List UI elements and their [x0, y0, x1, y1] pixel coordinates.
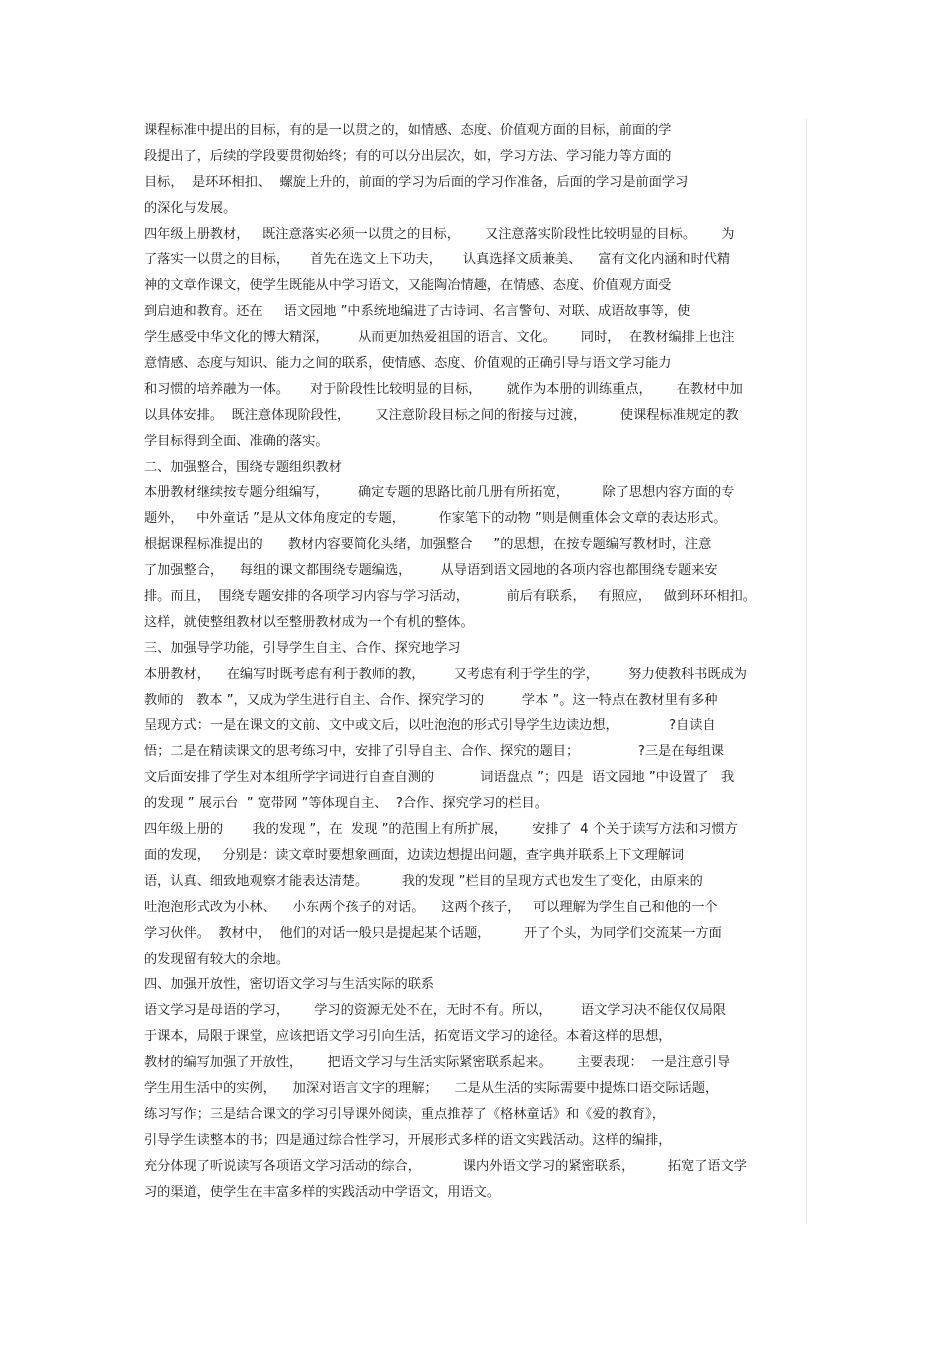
text-line: 根据课程标准提出的 教材内容要简化头绪，加强整合 ”的思想，在按专题编写教材时，注意 — [144, 537, 712, 553]
text-line: 文后面安排了学生对本组所学字词进行自查自测的 词语盘点 ”；四是 语文园地 ”中设置了 我 — [144, 770, 735, 786]
text-line: 题外， 中外童话 ”是从文体角度定的专题， 作家笔下的动物 ”则是侧重体会文章的表达形式。 — [144, 511, 727, 527]
text-line: 教材的编写加强了开放性， 把语文学习与生活实际紧密联系起来。 主要表现： 一是注意引导 — [144, 1055, 731, 1071]
text-line: 练习写作；三是结合课文的学习引导课外阅读，重点推荐了《格林童话》和《爱的教育》， — [144, 1106, 665, 1122]
text-line: 这样，就使整组教材以至整册教材成为一个有机的整体。 — [144, 614, 474, 630]
text-line: 于课本，局限于课堂，应该把语文学习引向生活，拓宽语文学习的途径。本着这样的思想， — [144, 1029, 672, 1045]
right-margin-rule — [806, 119, 807, 1224]
text-line: 排。而且， 围绕专题安排的各项学习内容与学习活动， 前后有联系， 有照应， 做到环环相扣。 — [144, 589, 756, 605]
text-line: 目标， 是环环相扣、 螺旋上升的，前面的学习为后面的学习作准备，后面的学习是前面学习 — [144, 174, 689, 190]
text-line: 以具体安排。 既注意体现阶段性， 又注意阶段目标之间的衔接与过渡， 使课程标准规定的教 — [144, 407, 739, 423]
text-line: 课程标准中提出的目标，有的是一以贯之的，如情感、态度、价值观方面的目标，前面的学 — [144, 123, 672, 138]
text-line: 习的渠道，使学生在丰富多样的实践活动中学语文，用语文。 — [144, 1184, 501, 1200]
text-line: 和习惯的培养融为一体。 对于阶段性比较明显的目标， 就作为本册的训练重点， 在教材中加 — [144, 381, 743, 397]
text-line: 意情感、态度与知识、能力之间的联系，使情感、态度、价值观的正确引导与语文学习能力 — [144, 356, 672, 372]
text-line: 学生用生活中的实例， 加深对语言文字的理解； 二是从生活的实际需要中提炼口语交际话题， — [144, 1080, 719, 1096]
text-line: 三、加强导学功能，引导学生自主、合作、探究地学习 — [144, 640, 461, 656]
text-line: 面的发现， 分别是：读文章时要想象画面，边读边想提出问题，查字典并联系上下文理解词 — [144, 847, 685, 863]
text-line: 悟；二是在精读课文的思考练习中，安排了引导自主、合作、探究的题目； ?三是在每组课 — [144, 744, 724, 760]
text-line: 四、加强开放性，密切语文学习与生活实际的联系 — [144, 977, 435, 993]
text-line: 到启迪和教育。还在 语文园地 ”中系统地编进了古诗词、名言警句、对联、成语故事等，使 — [144, 304, 691, 320]
text-line: 四年级上册教材， 既注意落实必须一以贯之的目标， 又注意落实阶段性比较明显的目标。 为 — [144, 226, 735, 242]
text-line: 引导学生读整本的书；四是通过综合性学习，开展形式多样的语文实践活动。这样的编排， — [144, 1132, 672, 1148]
text-line: 吐泡泡形式改为小林、 小东两个孩子的对话。 这两个孩子， 可以理解为学生自己和他的一个 — [144, 899, 718, 915]
text-line: 语，认真、细致地观察才能表达清楚。 我的发现 ”栏目的呈现方式也发生了变化，由原来的 — [144, 873, 703, 889]
text-line: 了落实一以贯之的目标， 首先在选文上下功夫， 认真选择文质兼美、 富有文化内涵和时代精 — [144, 252, 731, 268]
text-line: 的发现 ” 展示台 ” 宽带网 ”等体现自主、 ?合作、探究学习的栏目。 — [144, 796, 548, 812]
text-line: 学习伙伴。 教材中， 他们的对话一般只是提起某个话题， 开了个头，为同学们交流某一方面 — [144, 925, 722, 941]
text-line: 神的文章作课文，使学生既能从中学习语文，又能陶冶情趣，在情感、态度、价值观方面受 — [144, 278, 672, 294]
body-text — [144, 118, 806, 1205]
text-line: 呈现方式：一是在课文的文前、文中或文后，以吐泡泡的形式引导学生边读边想， ?自读自 — [144, 718, 716, 734]
text-line: 二、加强整合，围绕专题组织教材 — [144, 459, 342, 475]
text-line: 教师的 教本 ”，又成为学生进行自主、合作、探究学习的 学本 ”。这一特点在教材里有多种 — [144, 692, 718, 708]
text-line: 段提出了，后续的学段要贯彻始终；有的可以分出层次，如，学习方法、学习能力等方面的 — [144, 148, 672, 164]
text-line: 的发现留有较大的余地。 — [144, 951, 290, 967]
text-line: 充分体现了听说读写各项语文学习活动的综合， 课内外语文学习的紧密联系， 拓宽了语文学 — [144, 1158, 747, 1174]
text-line: 四年级上册的 我的发现 ”，在 发现 ”的范围上有所扩展， 安排了 4 个关于读写方法和习惯方 — [144, 822, 738, 838]
text-line: 本册教材， 在编写时既考虑有利于教师的教， 又考虑有利于学生的学， 努力使教科书既成为 — [144, 666, 747, 682]
text-line: 本册教材继续按专题分组编写， 确定专题的思路比前几册有所拓宽， 除了思想内容方面的专 — [144, 485, 735, 501]
text-line: 学目标得到全面、准确的落实。 — [144, 433, 329, 449]
text-line: 学生感受中华文化的博大精深， 从而更加热爱祖国的语言、文化。 同时， 在教材编排上也注 — [144, 330, 735, 346]
text-line: 语文学习是母语的学习， 学习的资源无处不在，无时不有。所以， 语文学习决不能仅仅局限 — [144, 1003, 726, 1019]
text-line: 的深化与发展。 — [144, 200, 237, 216]
text-line: 了加强整合， 每组的课文都围绕专题编选， 从导语到语文园地的各项内容也都围绕专题来安 — [144, 563, 718, 579]
